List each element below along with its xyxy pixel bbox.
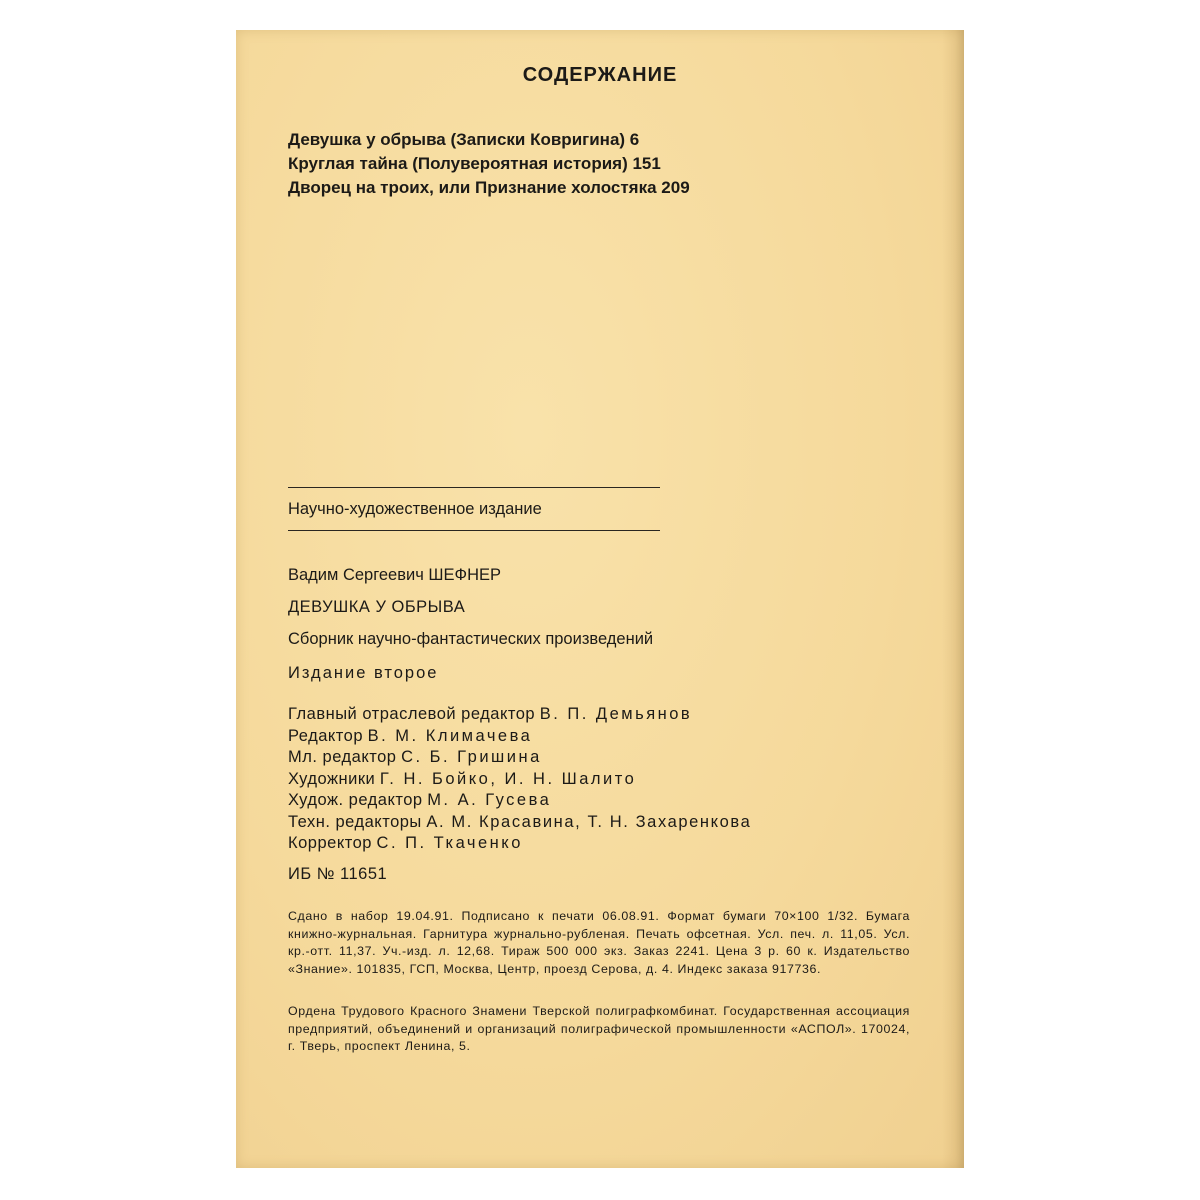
credit-line xyxy=(288,833,751,855)
credit-role: Корректор xyxy=(288,834,372,852)
credits-list xyxy=(288,704,751,855)
credit-name: В. М. Климачева xyxy=(367,726,533,745)
credit-name: С. П. Ткаченко xyxy=(376,834,523,852)
credit-role: Главный отраслевой редактор xyxy=(288,705,536,723)
contents-title: СОДЕРЖАНИЕ xyxy=(522,64,678,86)
contents-item: Круглая тайна (Полувероятная история) 151 xyxy=(288,154,661,173)
author-name: Вадим Сергеевич ШЕФНЕР xyxy=(288,566,501,584)
credit-role: Худож. редактор xyxy=(288,791,423,809)
credit-line xyxy=(288,726,751,748)
credit-name: В. П. Демьянов xyxy=(539,705,693,723)
ib-number: ИБ № 11651 xyxy=(288,865,388,883)
credit-name: А. М. Красавина, Т. Н. Захаренкова xyxy=(426,812,752,831)
credit-name: М. А. Гусева xyxy=(427,791,552,809)
credit-name: Г. Н. Бойко, И. Н. Шалито xyxy=(379,769,637,788)
credit-role: Редактор xyxy=(288,726,364,745)
contents-list xyxy=(288,128,690,200)
credit-role: Техн. редакторы xyxy=(288,812,422,831)
imprint-paragraph: Сдано в набор 19.04.91. Подписано к печати 06.08.91. Формат бумаги 70×100 1/32. Бумага книжно-журнальная. Гарнитура журнально-рубленая. Печать офсетная. Усл. печ. л. 11,05. Усл. кр.-отт. 11,37. Уч.-изд. л. 12,68. Тираж 500 000 экз. Заказ 2241. Цена 3 р. 60 к. Издательство «Знание». 101835, ГСП, Москва, Центр, проезд Серова, д. 4. Индекс заказа 917736. xyxy=(288,909,910,976)
contents-item: Девушка у обрыва (Записки Ковригина) 6 xyxy=(288,130,640,149)
credit-role: Мл. редактор xyxy=(288,748,397,766)
printer-paragraph: Ордена Трудового Красного Знамени Тверской полиграфкомбинат. Государственная ассоциация предприятий, объединений и организаций полиграфической промышленности «АСПОЛ». 170024, г. Тверь, проспект Ленина, 5. xyxy=(288,1004,910,1053)
book-page xyxy=(236,30,964,1168)
credit-line xyxy=(288,704,751,726)
credit-line xyxy=(288,769,751,791)
contents-item: Дворец на троих, или Признание холостяка 209 xyxy=(288,178,690,197)
credit-line xyxy=(288,790,751,812)
credit-line xyxy=(288,747,751,769)
edition-number: Издание второе xyxy=(288,664,439,682)
page-spine-shadow xyxy=(942,30,964,1168)
divider-top xyxy=(288,487,660,488)
divider-bottom xyxy=(288,530,660,531)
edition-type: Научно-художественное издание xyxy=(288,500,542,518)
credit-name: С. Б. Гришина xyxy=(401,748,542,766)
book-subtitle: Сборник научно-фантастических произведений xyxy=(288,630,654,648)
credit-line xyxy=(288,812,751,834)
credit-role: Художники xyxy=(288,769,376,788)
book-title: ДЕВУШКА У ОБРЫВА xyxy=(288,598,466,616)
